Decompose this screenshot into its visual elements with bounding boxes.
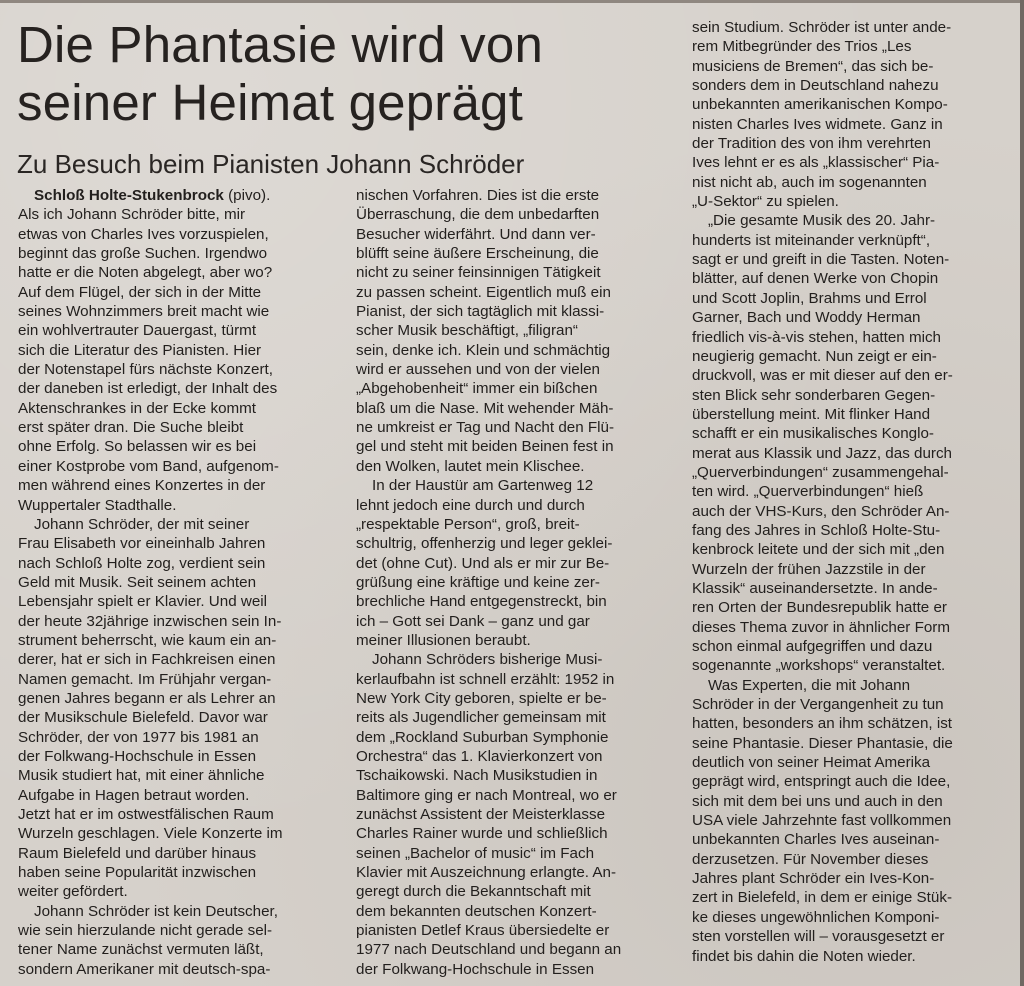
- paragraph-text: Johann Schröder ist kein Deutscher, wie sein hierzulande nicht gerade sel- tener Name zunächst vermuten läßt, sondern Amerikaner mit deutsch-spa-: [18, 902, 278, 978]
- article-column-1: [18, 186, 331, 979]
- article-paragraph: [692, 676, 1004, 966]
- article-paragraph: [692, 211, 1004, 675]
- paragraph-text: „Die gesamte Musik des 20. Jahr- hunderts ist miteinander verknüpft“, sagt er und greift in die Tasten. Noten- blätter, auf denen Werke von Chopin und Scott Joplin, Brahms und Errol Garner, Bach und Woddy Herman friedlich vis-à-vis stehen, hatten mich neugierig gemacht. Nun zeigt er ein- druckvoll, was er mit dieser auf den er- sten Blick sehr sonderbaren Gegen- überstellung meint. Mit flinker Hand schafft er ein musikalisches Konglo- merat aus Klassik und Jazz, das durch „Querverbindungen“ zusammengehal- ten wird. „Querverbindungen“ hieß auch der VHS-Kurs, den Schröder An- fang des Jahres in Schloß Holte-Stu- kenbrock leitete und der sich mit „den Wurzeln der frühen Jazzstile in der Klassik“ auseinandersetzte. In ande- ren Orten der Bundesrepublik hatte er dieses Thema zuvor in ähnlicher Form schon einmal aufgegriffen und dazu sogenannte „workshops“ veranstaltet.: [692, 212, 953, 675]
- clipping-top-edge: [0, 0, 1024, 3]
- article-column-3: [692, 18, 1004, 966]
- paragraph-text: Als ich Johann Schröder bitte, mir etwas von Charles Ives vorzuspielen, beginnt das große Suchen. Irgendwo hatte er die Noten abgelegt, aber wo? Auf dem Flügel, der sich in der Mitte seines Wohnzimmers breit macht wie ein wohlvertrauter Dauergast, türmt sich die Literatur des Pianisten. Hier der Notenstapel fürs nächste Konzert, der daneben ist erledigt, der Inhalt des Aktenschrankes in der Ecke kommt erst später dran. Die Suche bleibt ohne Erfolg. So belassen wir es bei einer Kostprobe vom Band, aufgenom- men während eines Konzertes in der Wuppertaler Stadthalle.: [18, 206, 279, 514]
- article-paragraph: [692, 18, 1004, 211]
- article-subheadline: Zu Besuch beim Pianisten Johann Schröder: [17, 149, 525, 179]
- article-paragraph: [18, 902, 331, 979]
- article-byline: (pivo).: [228, 187, 271, 204]
- paragraph-text: Was Experten, die mit Johann Schröder in der Vergangenheit zu tun hatten, besonders an ihm schätzen, ist seine Phantasie. Dieser Phantasie, die deutlich von seiner Heimat Amerika geprägt wird, entspringt auch die Idee, sich mit dem bei uns und auch in den USA viele Jahrzehnte fast vollkommen unbekannten Charles Ives auseinan- derzusetzen. Für November dieses Jahres plant Schröder ein Ives-Kon- zert in Bielefeld, in dem er einige Stük- ke dieses ungewöhnlichen Komponi- sten vorstellen will – vorausgesetzt er findet bis dahin die Noten wieder.: [692, 676, 953, 965]
- clipping-right-edge: [1020, 0, 1024, 986]
- paragraph-text: sein Studium. Schröder ist unter ande- rem Mitbegründer des Trios „Les musiciens de Bremen“, das sich be- sonders dem in Deutschland nahezu unbekannten amerikanischen Kompo- nisten Charles Ives widmete. Ganz in der Tradition des von ihm verehrten Ives lehnt er es als „klassischer“ Pia- nist nicht ab, auch im sogenannten „U-Sektor“ zu spielen.: [692, 19, 952, 211]
- paragraph-text: nischen Vorfahren. Dies ist die erste Überraschung, die dem unbedarften Besucher widerfährt. Und dann ver- blüfft seine äußere Erscheinung, die nicht zu seiner feinsinnigen Tätigkeit zu passen scheint. Eigentlich muß ein Pianist, der sich tagtäglich mit klassi- scher Musik beschäftigt, „filigran“ sein, denke ich. Klein und schmächtig wird er aussehen und von der vielen „Abgehobenheit“ immer ein bißchen blaß um die Nase. Mit wehender Mäh- ne umkreist er Tag und Nacht den Flü- gel und steht mit beiden Beinen fest in den Wolken, lautet mein Klischee.: [356, 187, 615, 475]
- article-paragraph: [356, 186, 668, 476]
- article-headline: Die Phantasie wird von seiner Heimat geprägt: [17, 16, 544, 131]
- paragraph-text: In der Haustür am Gartenweg 12 lehnt jedoch eine durch und durch „respektable Person“, groß, breit- schultrig, offenherzig und leger geklei- det (ohne Cut). Und als er mir zur Be- grüßung eine kräftige und keine zer- brechliche Hand entgegenstreckt, bin ich – Gott sei Dank – ganz und gar meiner Illusionen beraubt.: [356, 477, 613, 649]
- article-paragraph: [356, 476, 668, 650]
- article-column-2: [356, 186, 668, 979]
- article-dateline: Schloß Holte-Stukenbrock: [34, 187, 224, 204]
- article-paragraph: [18, 515, 331, 902]
- paragraph-text: Johann Schröders bisherige Musi- kerlaufbahn ist schnell erzählt: 1952 in New York City geboren, spielte er be- reits als Jugendlicher gemeinsam mit dem „Rockland Suburban Symphonie Orchestra“ das 1. Klavierkonzert von Tschaikowski. Nach Musikstudien in Baltimore ging er nach Montreal, wo er zunächst Assistent der Meisterklasse Charles Rainer wurde und schließlich seinen „Bachelor of music“ im Fach Klavier mit Auszeichnung erlangte. An- geregt durch die Bekanntschaft mit dem bekannten deutschen Konzert- pianisten Detlef Kraus übersiedelte er 1977 nach Deutschland und begann an der Folkwang-Hochschule in Essen: [356, 651, 622, 978]
- article-paragraph: [18, 186, 331, 515]
- article-paragraph: [356, 650, 668, 979]
- paragraph-text: Johann Schröder, der mit seiner Frau Elisabeth vor eineinhalb Jahren nach Schloß Holte zog, verdient sein Geld mit Musik. Seit seinem achten Lebensjahr spielt er Klavier. Und weil der heute 32jährige inzwischen sein In- strument beherrscht, wie kaum ein an- derer, hat er sich in Fachkreisen einen Namen gemacht. Im Frühjahr vergan- genen Jahres begann er als Lehrer an der Musikschule Bielefeld. Davor war Schröder, der von 1977 bis 1981 an der Folkwang-Hochschule in Essen Musik studiert hat, mit einer ähnliche Aufgabe in Hagen betraut worden. Jetzt hat er im ostwestfälischen Raum Wurzeln geschlagen. Viele Konzerte im Raum Bielefeld und darüber hinaus haben seine Popularität inzwischen weiter gefördert.: [18, 515, 283, 901]
